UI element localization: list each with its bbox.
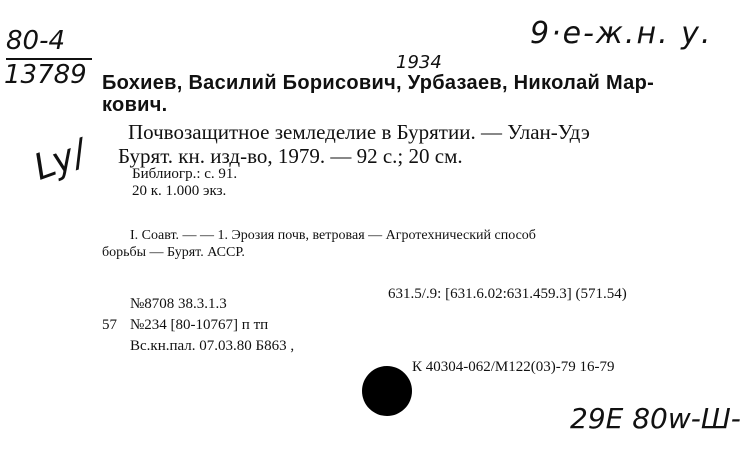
price-and-print-run: 20 к. 1.000 экз. <box>132 183 227 199</box>
punch-hole <box>362 366 412 416</box>
order-prefix: 57 <box>102 317 117 333</box>
handwritten-top-right-note: 9·e-ж.н. у. <box>530 16 713 51</box>
registration-number: №8708 38.3.1.3 <box>130 296 227 312</box>
subject-headings-line-1: I. Соавт. — — 1. Эрозия почв, ветровая — Агротехнический способ <box>130 228 536 243</box>
handwritten-bottom-right-note: 29Е 80w-Ш- <box>570 402 741 435</box>
handwritten-call-number-top: 80-4 <box>6 26 66 56</box>
handwritten-call-number-bottom: 13789 <box>4 60 87 90</box>
handwritten-year-mark: 1934 <box>396 52 442 73</box>
authors-line-1: Бохиев, Василий Борисович, Урбазаев, Николай Мар- <box>102 72 655 94</box>
subject-headings-line-2: борьбы — Бурят. АССР. <box>102 245 245 260</box>
handwritten-left-margin-note: Ly/ <box>28 132 92 189</box>
book-chamber-date: Вс.кн.пал. 07.03.80 Б863 , <box>130 338 295 354</box>
title-line-2: Бурят. кн. изд-во, 1979. — 92 с.; 20 см. <box>118 144 463 168</box>
index-code: К 40304-062/М122(03)-79 16-79 <box>412 359 615 375</box>
title-line-1: Почвозащитное земледелие в Бурятии. — Улан-Удэ <box>128 120 590 144</box>
order-number: №234 [80-10767] п тп <box>130 317 269 333</box>
bibliography-note: Библиогр.: с. 91. <box>132 166 238 182</box>
authors-line-2: кович. <box>102 94 168 116</box>
udc-classification: 631.5/.9: [631.6.02:631.459.3] (571.54) <box>388 286 627 302</box>
